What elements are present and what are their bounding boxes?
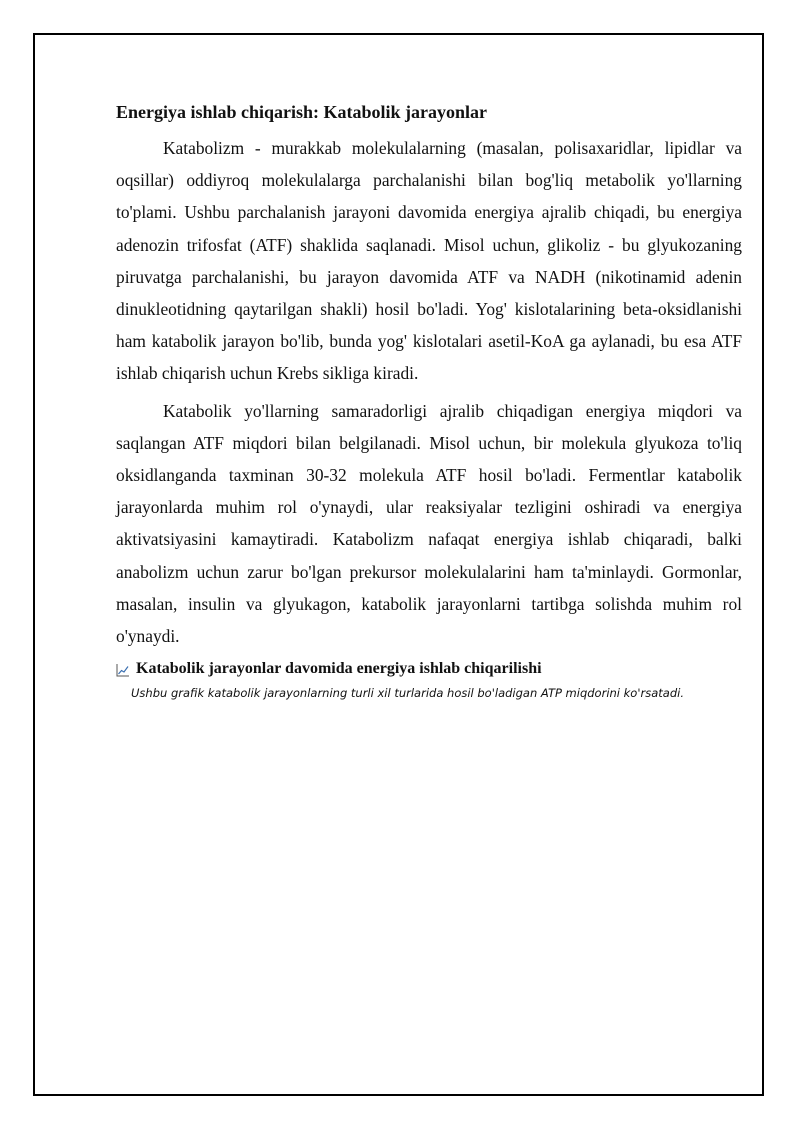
section-heading: Energiya ishlab chiqarish: Katabolik jarayonlar [116, 102, 488, 122]
figure-title [116, 658, 742, 680]
document-body [116, 98, 742, 702]
chart-line-icon [116, 662, 130, 676]
figure-caption: Ushbu grafik katabolik jarayonlarning turli xil turlarida hosil bo'ladigan ATP miqdorini ko'rsatadi. [131, 686, 684, 701]
paragraph-catabolism-definition: Katabolizm - murakkab molekulalarning (masalan, polisaxaridlar, lipidlar va oqsillar) oddiyroq molekulalarga parchalanishi bilan bog'liq metabolik yo'llarning to'plami. Ushbu parchalanish jarayoni davomida energiya ajralib chiqadi, bu energiya adenozin trifosfat (ATF) shaklida saqlanadi. Misol uchun, glikoliz - bu glyukozaning piruvatga parchalanishi, bu jarayon davomida ATF va NADH (nikotinamid adenin dinukleotidning qaytarilgan shakli) hosil bo'ladi. Yog' kislotalarining beta-oksidlanishi ham katabolik jarayon bo'lib, bunda yog' kislotalari asetil-KoA ga aylanadi, bu esa ATF ishlab chiqarish uchun Krebs sikliga kiradi. [116, 138, 742, 384]
paragraph-catabolic-efficiency: Katabolik yo'llarning samaradorligi ajralib chiqadigan energiya miqdori va saqlangan ATF miqdori bilan belgilanadi. Misol uchun, bir molekula glyukoza to'liq oksidlanganda taxminan 30-32 molekula ATF hosil bo'ladi. Fermentlar katabolik jarayonlarda muhim rol o'ynaydi, ular reaksiyalar tezligini oshiradi va energiya aktivatsiyasini kamaytiradi. Katabolizm nafaqat energiya ishlab chiqaradi, balki anabolizm uchun zarur bo'lgan prekursor molekulalarini ham ta'minlaydi. Gormonlar, masalan, insulin va glyukagon, katabolik jarayonlarni tartibga solishda muhim rol o'ynaydi. [116, 400, 742, 647]
figure-title-text: Katabolik jarayonlar davomida energiya ishlab chiqarilishi [136, 660, 542, 678]
